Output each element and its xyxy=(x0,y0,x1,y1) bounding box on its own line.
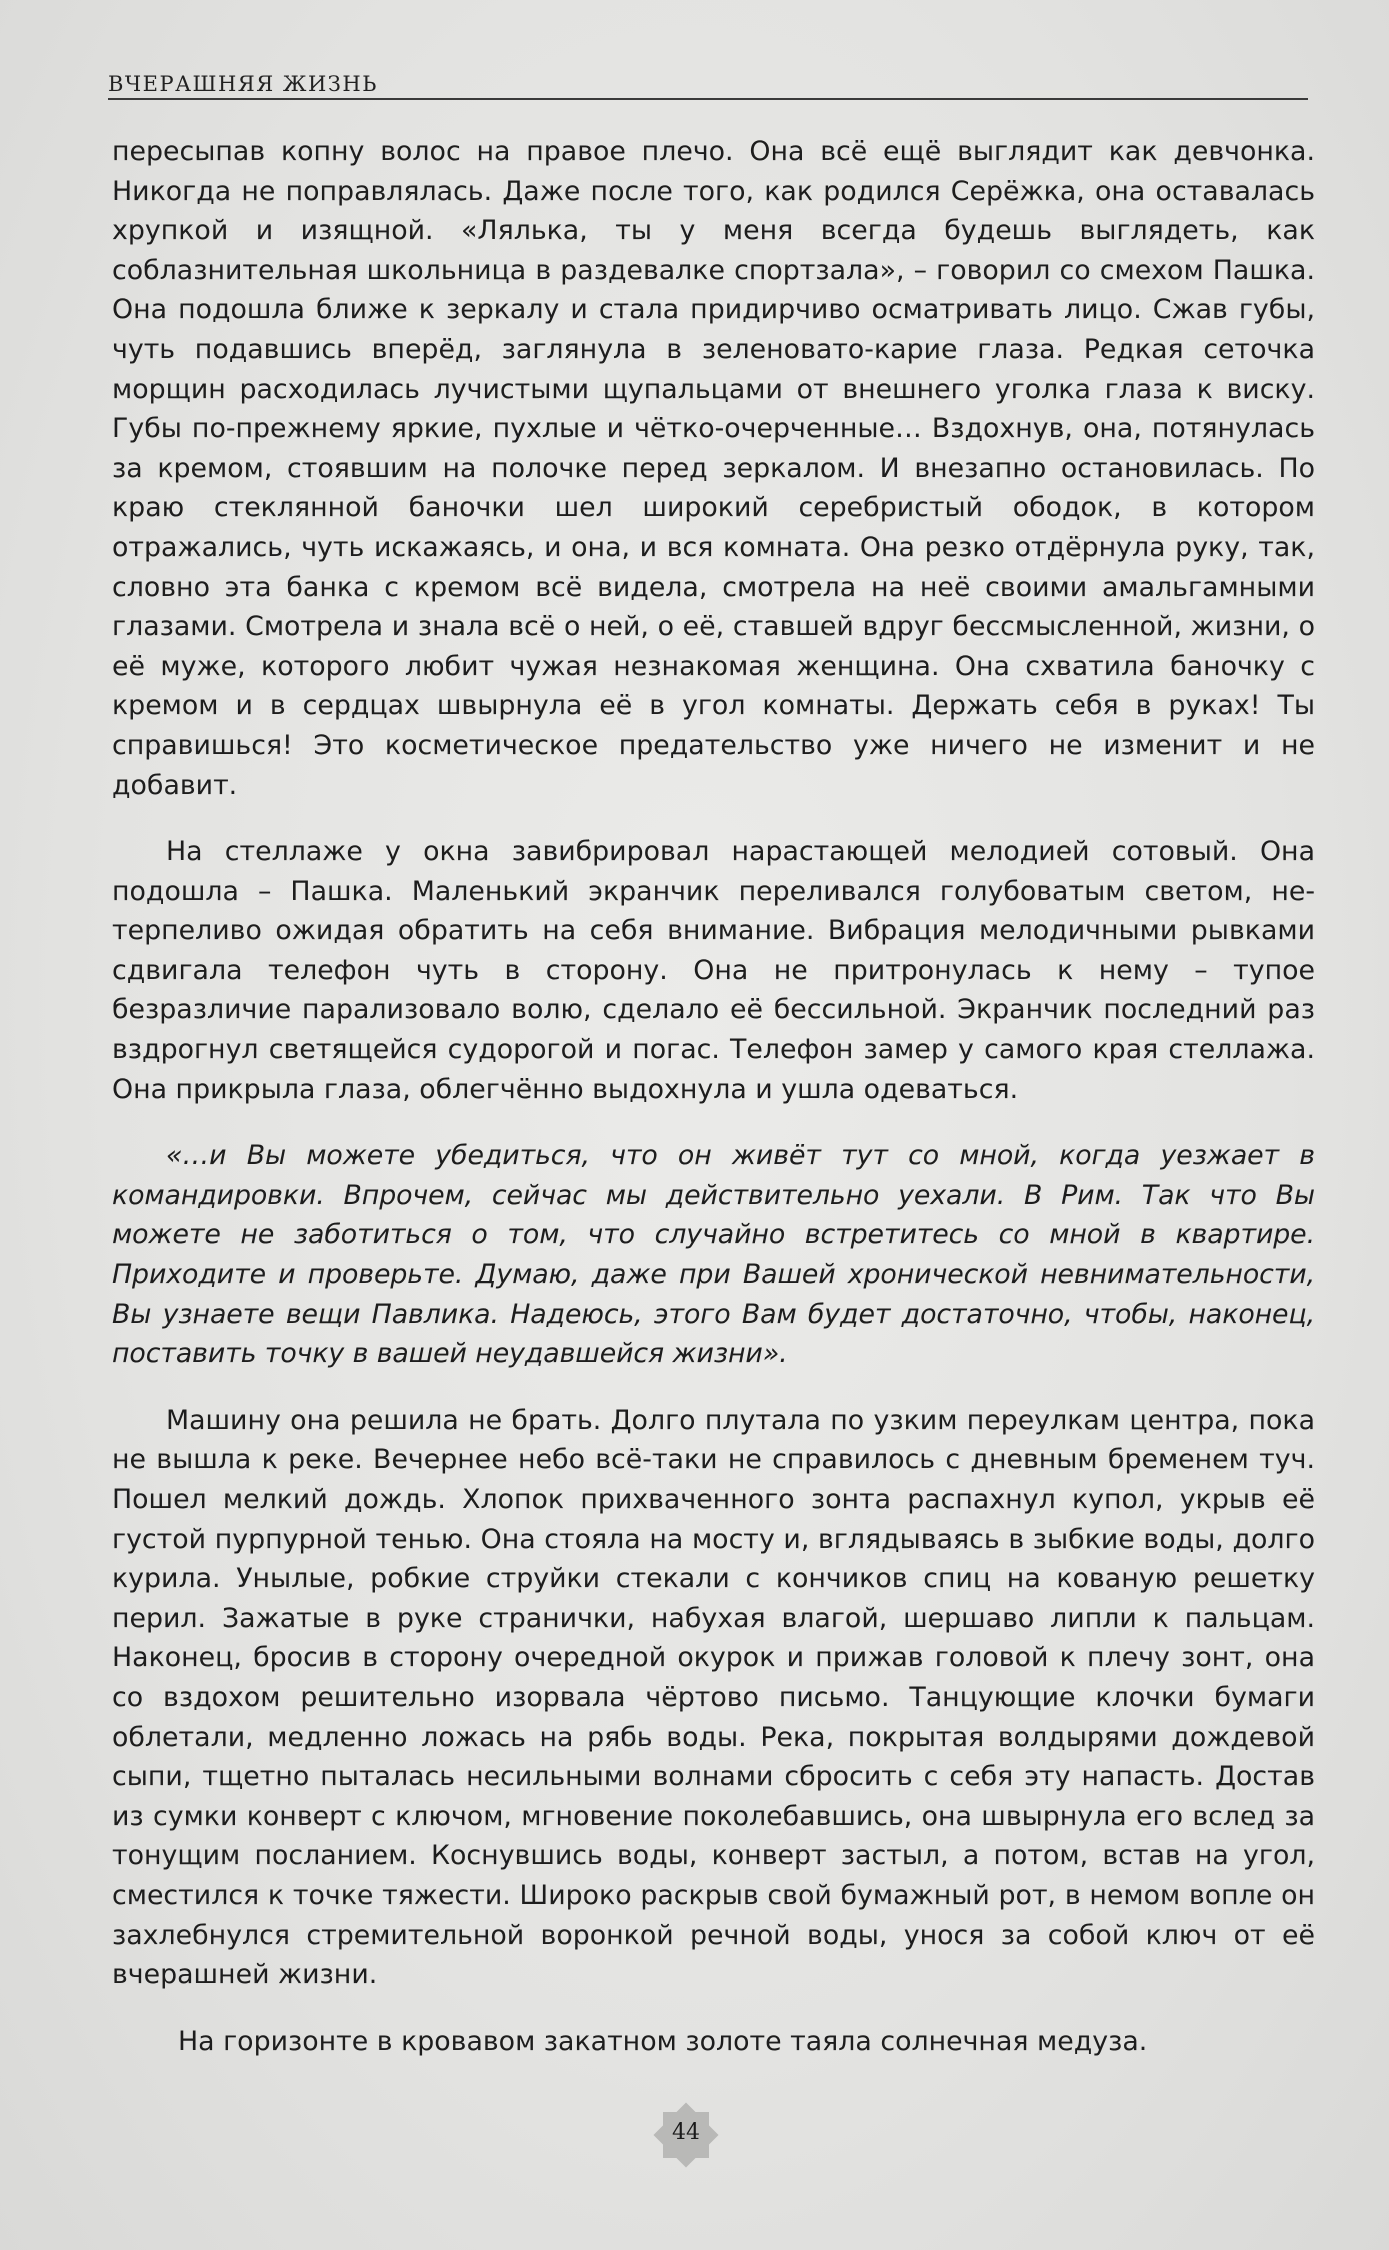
body-text xyxy=(112,132,1315,2061)
running-head xyxy=(108,70,1308,102)
paragraph-2: На стеллаже у окна завибрировал нарастающей мелодией сотовый. Она подошла – Пашка. Маленький экранчик переливался голубоватым светом, нетерпеливо ожидая обратить на себя внимание. Вибрация мелодичными рывками сдвигала телефон чуть в сторону. Она не притронулась к нему – тупое безразличие парализовало волю, сделало её бессильной. Экранчик последний раз вздрогнул светящейся судорогой и погас. Телефон замер у самого края стеллажа. Она прикрыла глаза, облегчённо выдохнула и ушла одеваться. xyxy=(112,836,1315,1105)
page-number: 44 xyxy=(672,2120,700,2145)
paragraph-1: пересыпав копну волос на правое плечо. Она всё ещё выглядит как девчонка. Никогда не поправлялась. Даже после того, как родился Серёжка, она оставалась хрупкой и изящной. «Лялька, ты у меня всегда будешь выглядеть, как соблазнительная школьница в раздевалке спортзала», – говорил со смехом Пашка. Она подошла ближе к зеркалу и стала придирчиво осматривать лицо. Сжав губы, чуть подавшись вперёд, заглянула в зеленовато-карие глаза. Редкая сеточка морщин расходилась лучистыми щупальцами от внешнего уголка глаза к виску. Губы по-прежнему яркие, пухлые и чётко-очерченные… Вздохнув, она, потянулась за кремом, стоявшим на полочке перед зеркалом. И внезапно остановилась. По краю стеклянной баночки шел широкий серебристый ободок, в котором отражались, чуть искажаясь, и она, и вся комната. Она резко отдёрнула руку, так, словно эта банка с кремом всё видела, смотрела на неё своими амальгамными глазами. Смотрела и знала всё о ней, о её, ставшей вдруг бессмысленной, жизни, о её муже, которого любит чужая незнакомая женщина. Она схватила баночку с кремом и в сердцах швырнула её в угол комнаты. Держать себя в руках! Ты справишься! Это косметическое предательство уже ничего не изменит и не добавит. xyxy=(112,136,1315,801)
page-number-badge xyxy=(641,2090,731,2180)
letter-quote-paragraph: «…и Вы можете убедиться, что он живёт тут со мной, когда уезжает в командировки. Впрочем, сейчас мы действительно уехали. В Рим. Так что Вы можете не заботиться о том, что случайно встретитесь со мной в квартире. Приходите и проверьте. Думаю, даже при Вашей хронической невнимательности, Вы узнаете вещи Павлика. Надеюсь, этого Вам будет достаточно, чтобы, наконец, поставить точку в вашей неудавшейся жизни». xyxy=(112,1140,1315,1370)
paragraph-4: Машину она решила не брать. Долго плутала по узким переулкам центра, пока не вышла к реке. Вечернее небо всё-таки не справилось с дневным бременем туч. Пошел мелкий дождь. Хлопок прихваченного зонта распахнул купол, укрыв её густой пурпурной тенью. Она стояла на мосту и, вглядываясь в зыбкие воды, долго курила. Унылые, робкие струйки стекали с кончиков спиц на кованую решетку перил. Зажатые в руке странички, набухая влагой, шершаво липли к пальцам. Наконец, бросив в сторону очередной окурок и прижав головой к плечу зонт, она со вздохом решительно изорвала чёртово письмо. Танцующие клочки бумаги облетали, медленно ложась на рябь воды. Река, покрытая волдырями дождевой сыпи, тщетно пыталась несильными волнами сбросить с себя эту напасть. Достав из сумки конверт с ключом, мгновение поколебавшись, она швырнула его вслед за тонущим посланием. Коснувшись воды, конверт застыл, а потом, встав на угол, сместился к точке тяжести. Широко раскрыв свой бумажный рот, в немом вопле он захлебнулся стремительной воронкой речной воды, унося за собой ключ от её вчерашней жизни. xyxy=(112,1404,1315,1991)
running-head-rule xyxy=(108,98,1308,100)
running-head-title: ВЧЕРАШНЯЯ ЖИЗНЬ xyxy=(108,72,378,96)
paragraph-5: На горизонте в кровавом закатном золоте таяла солнечная медуза. xyxy=(178,2025,1148,2057)
